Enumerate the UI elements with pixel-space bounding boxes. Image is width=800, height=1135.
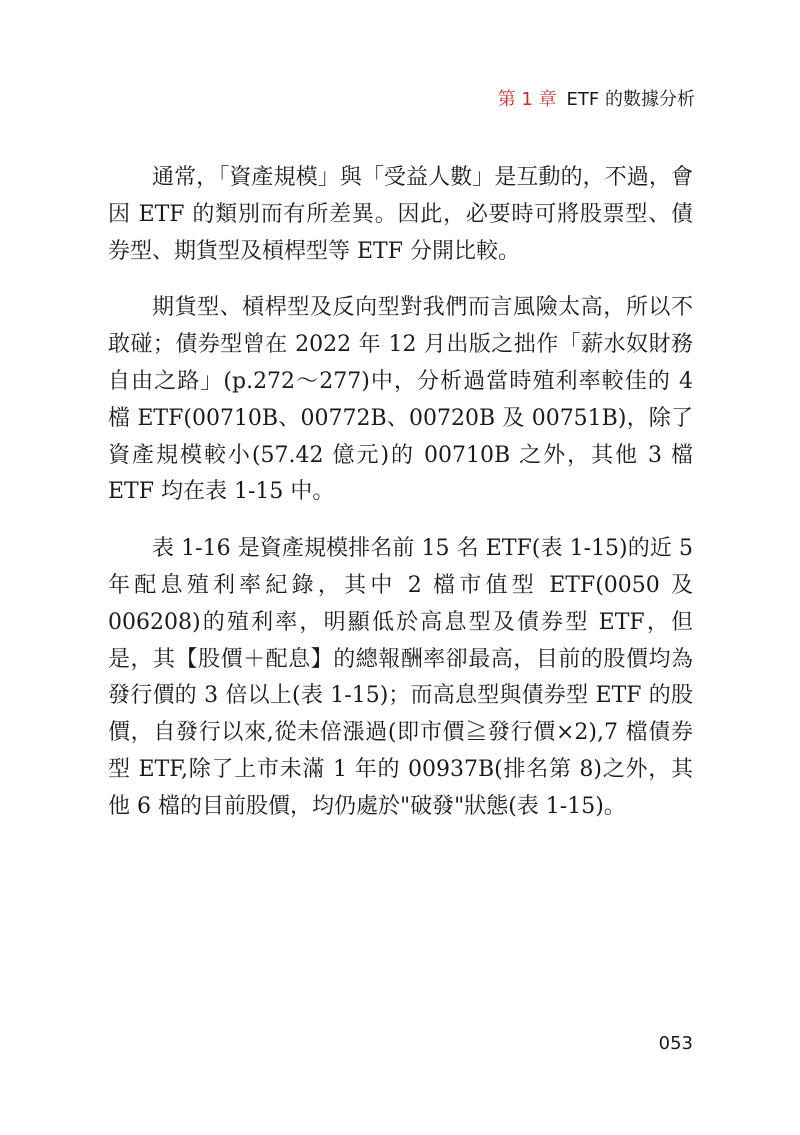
body-text bbox=[108, 160, 693, 846]
chapter-title: ETF 的數據分析 bbox=[566, 89, 695, 110]
paragraph: 表 1-16 是資產規模排名前 15 名 ETF(表 1-15)的近 5 年配息殖利率紀錄，其中 2 檔市值型 ETF(0050 及 006208)的殖利率，明顯低於高息型及債券型 ETF，但是，其【股價＋配息】的總報酬率卻最高，目前的股價均為發行價的 3 倍以上(表 1-15)；而高息型與債券型 ETF 的股價，自發行以來,從未倍漲過(即市價≧發行價×2),7 檔債券型 ETF,除了上市未滿 1 年的 00937B(排名第 8)之外，其他 6 檔的目前股價，均仍處於"破發"狀態(表 1-15)。 bbox=[108, 536, 693, 819]
chapter-label: 第 1 章 bbox=[497, 89, 557, 110]
running-header bbox=[498, 85, 695, 111]
page-number: 053 bbox=[658, 1033, 693, 1054]
paragraph: 通常，「資產規模」與「受益人數」是互動的，不過，會因 ETF 的類別而有所差異。因此，必要時可將股票型、債券型、期貨型及槓桿型等 ETF 分開比較。 bbox=[108, 165, 693, 264]
paragraph: 期貨型、槓桿型及反向型對我們而言風險太高，所以不敢碰；債券型曾在 2022 年 12 月出版之拙作「薪水奴財務自由之路」(p.272～277)中，分析過當時殖利率較佳的 4 檔 ETF(00710B、00772B、00720B 及 00751B)，除了資產規模較小(57.42 億元)的 00710B 之外，其他 3 檔 ETF 均在表 1-15 中。 bbox=[108, 295, 693, 505]
